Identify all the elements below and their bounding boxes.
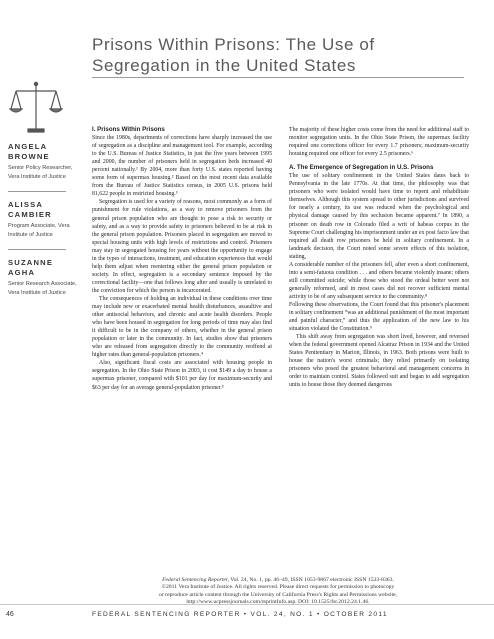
right-text-column — [289, 126, 469, 390]
citation-line: or reproduce article content through the University of California Press's Rights and Permissions website, — [159, 591, 397, 598]
author-role: Senior Research Associate, Vera Institute of Justice — [8, 281, 77, 296]
article-title: Prisons Within Prisons: The Use of Segregation in the United States — [92, 35, 375, 75]
page-number: 46 — [6, 611, 14, 618]
paragraph: Segregation is used for a variety of reasons, most commonly as a form of punishment for rule violations, as a way to remove prisoners from the general prison population who are thought to pose a risk to security or safety, and as a way to provide safety to prisoners believed to be at risk in the general prison population. Prisoners placed in segregation are moved to special housing units with high levels of restrictions and control. Prisoners may stay in segregated housing for years without the opportunity to engage in the types of interactions, treatment, and education experiences that would help them adjust when reentering either the general prison population or society. In effect, segregation is a secondary sentence imposed by the correctional facility—one that follows long after and usually is unrelated to the conviction for which the person is incarcerated. — [92, 199, 272, 294]
paragraph: Since the 1980s, departments of corrections have sharply increased the use of segregation as a discipline and management tool. For example, according to the U.S. Bureau of Justice Statistics, in just the five years between 1995 and 2000, the number of prisoners held in segregation beds increased 40 percent nationally.¹ By 2004, more than forty U.S. states reported having some form of supermax housing.² Based on the most recent data available from the Bureau of Justice Statistics census, in 2005 U.S. prisons held 81,622 people in restricted housing.³ — [92, 135, 272, 198]
author-block — [8, 258, 78, 297]
paragraph: The majority of these higher costs come from the need for additional staff to monitor segregation units. In the Ohio State Prison, the supermax facility required one corrections officer for every 1.7 prisoners; maximum-security housing required one officer for every 2.5 prisoners.⁶ — [289, 127, 469, 158]
paragraph: The use of solitary confinement in the United States dates back to Pennsylvania in the late 1770s. At that time, the philosophy was that prisoners who were isolated would have time to repent and rehabilitate themselves. Although this system spread to other jurisdictions and survived for nearly a century, its use was reduced when the psychological and physical damage caused by this seclusion became apparent.⁷ In 1890, a prisoner on death row in Colorado filed a writ of habeas corpus in the Supreme Court challenging his imprisonment under an ex post facto law that required all death row prisoners be held in solitary confinement. In a landmark decision, the Court noted some severe effects of this isolation, stating, — [289, 173, 469, 260]
author-name: ANGELA BROWNE — [8, 142, 50, 161]
citation-line: ©2011 Vera Institute of Justice. All rights reserved. Please direct requests for permission to photocopy — [161, 584, 395, 591]
running-footer: FEDERAL SENTENCING REPORTER • VOL. 24, NO. 1 • OCTOBER 2011 — [92, 611, 388, 618]
author-divider — [8, 191, 66, 192]
journal-name: Federal Sentencing Reporter, — [162, 577, 229, 583]
footer-rule — [0, 604, 494, 605]
author-divider — [8, 249, 66, 250]
author-block — [8, 142, 78, 181]
author-name: SUZANNE AGHA — [8, 258, 54, 278]
paragraph: The consequences of holding an individual in these conditions over time may include new or exacerbated mental health disturbances, assaultive and other antisocial behaviors, and chronic and acute health disorders. People who have been housed in segregation for long periods of time may also find it difficult to be in the company of others, whether in the general prison population or later in the community. In fact, studies show that prisoners who are released from segregation directly to the community reoffend at higher rates than general-population prisoners.⁴ — [92, 295, 272, 359]
scales-of-justice-icon — [8, 79, 64, 137]
author-sidebar — [8, 142, 78, 308]
paragraph: This shift away from segregation was short lived, however, and reversed when the federal government opened Alcatraz Prison in 1934 and the United States Penitentiary in Marion, Illinois, in 1963. Both prisons were built to house the nation's worst criminals; they relied primarily on isolating prisoners who posed the greatest behavioral and management concerns in order to maintain control. States followed suit and began to add segregation units to house those they deemed dangerous — [289, 334, 469, 389]
citation-block — [92, 577, 464, 607]
subsection-heading: A. The Emergence of Segregation in U.S. Prisons — [289, 164, 434, 172]
paragraph: Following these observations, the Court found that this prisoner's placement in solitary confinement “was an additional punishment of the most important and painful character,” and thus the application of the new law to his situation violated the Constitution.⁹ — [289, 301, 469, 333]
left-text-column — [92, 126, 272, 392]
citation-details: Vol. 24, No. 1, pp. 46–49, ISSN 1053-9867 electronic ISSN 1533-8363. — [228, 577, 394, 583]
paragraph: Also, significant fiscal costs are associated with housing people in segregation. In the Ohio State Prison in 2003, it cost $149 a day to house a supermax prisoner, compared with $101 per day for maximum-security and $63 per day for an average general-population prisoner.⁵ — [92, 360, 272, 391]
author-role: Senior Policy Researcher, Vera Institute of Justice — [8, 165, 73, 180]
author-role: Program Associate, Vera Institute of Justice — [8, 223, 70, 238]
author-block — [8, 200, 78, 239]
block-quote: A considerable number of the prisoners fell, after even a short confinement, into a semi-fatuous condition . . . and others became violently insane; others still committed suicide; while those who stood the ordeal better were not generally reformed, and in most cases did not recover sufficient mental activity to be of any subsequent service to the community.⁸ — [289, 261, 469, 300]
author-name: ALISSA CAMBIER — [8, 200, 52, 220]
section-heading: I. Prisons Within Prisons — [92, 126, 165, 133]
title-rule — [92, 77, 464, 78]
citation-line: http://www.ucpressjournals.com/reprintInfo.asp. DOI: 10.1525/fsr.2012.24.1.46. — [186, 599, 370, 606]
